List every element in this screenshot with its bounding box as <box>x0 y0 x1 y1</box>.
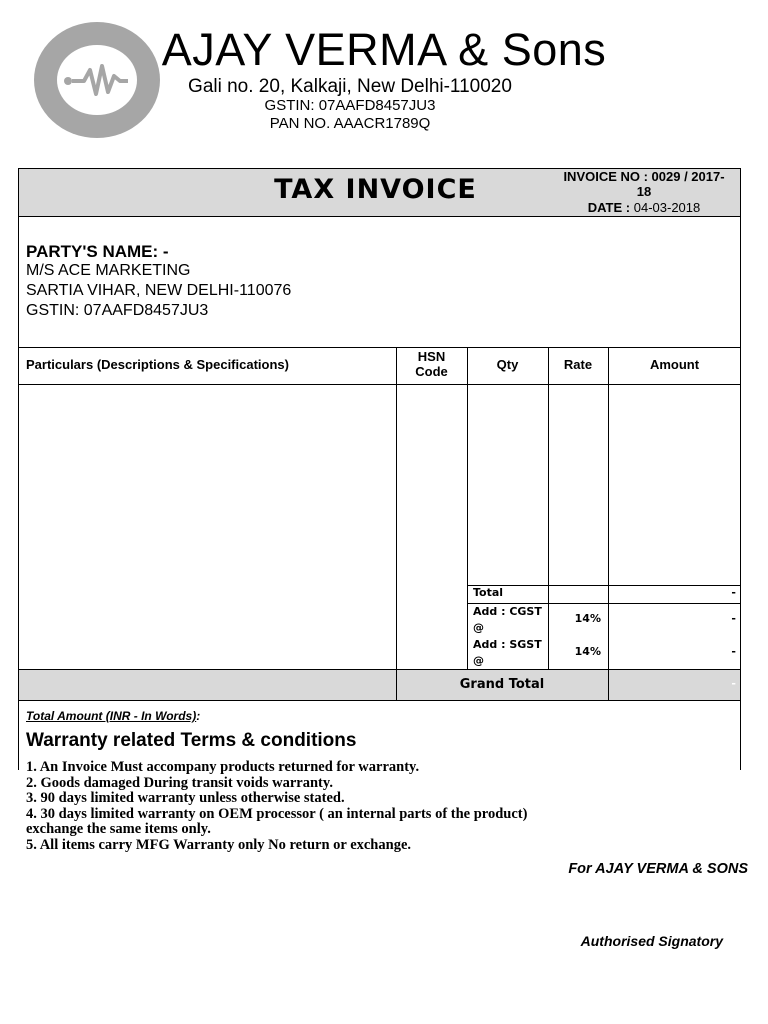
sgst-rate: 14% <box>574 645 601 658</box>
rule-table-top <box>19 347 741 348</box>
grand-total-value: - <box>731 677 736 690</box>
total-label: Total <box>473 586 504 599</box>
cgst-value: - <box>731 612 736 625</box>
rule-grand-bottom <box>19 700 741 701</box>
rule-title-bottom <box>19 216 741 217</box>
terms-title: Warranty related Terms & conditions <box>26 730 357 751</box>
term-item: 4. 30 days limited warranty on OEM processor ( an internal parts of the product) <box>26 805 528 822</box>
invoice-number <box>548 169 740 199</box>
authorised-signatory: Authorised Signatory <box>580 933 723 949</box>
terms-list <box>26 760 726 854</box>
term-item: 1. An Invoice Must accompany products returned for warranty. <box>26 759 420 775</box>
sgst-label-line2: @ <box>473 654 484 667</box>
cgst-label-line1: Add : CGST <box>473 605 542 618</box>
company-gstin: GSTIN: 07AAFD8457JU3 <box>264 97 436 114</box>
invoice-title: TAX INVOICE <box>274 174 477 205</box>
for-company: For AJAY VERMA & SONS <box>568 861 748 877</box>
rule-grand-top <box>19 669 741 670</box>
total-value: - <box>731 586 736 599</box>
term-item: 2. Goods damaged During transit voids warranty. <box>26 774 333 791</box>
header-qty: Qty <box>496 357 519 372</box>
party-gstin: GSTIN: 07AAFD8457JU3 <box>26 302 209 319</box>
cgst-label <box>473 604 542 636</box>
term-item: 5. All items carry MFG Warranty only No return or exchange. <box>26 836 412 853</box>
header-rate: Rate <box>563 357 593 372</box>
header-hsn-line1: HSN <box>417 349 446 364</box>
col-divider-qty <box>467 347 468 669</box>
cgst-label-line2: @ <box>473 621 484 634</box>
invoice-number-line2: 18 <box>636 184 652 199</box>
sgst-label-line1: Add : SGST <box>473 638 542 651</box>
invoice-date-label: DATE : <box>587 200 631 215</box>
company-address: Gali no. 20, Kalkaji, New Delhi-110020 <box>188 76 512 97</box>
company-pan: PAN NO. AAACR1789Q <box>269 115 431 132</box>
party-name: M/S ACE MARKETING <box>26 262 191 279</box>
company-name: AJAY VERMA & Sons <box>161 24 607 75</box>
header-hsn <box>396 349 467 379</box>
col-divider-hsn <box>396 347 397 700</box>
invoice-date-value: 04-03-2018 <box>633 200 701 215</box>
invoice-date <box>548 200 740 215</box>
col-divider-rate-upper <box>548 347 549 585</box>
grand-total-label: Grand Total <box>459 677 545 692</box>
party-label: PARTY'S NAME: - <box>26 242 169 261</box>
header-hsn-line2: Code <box>415 364 448 379</box>
term-item: exchange the same items only. <box>26 821 211 838</box>
total-in-words-label <box>26 709 200 723</box>
rule-header-bottom <box>19 384 741 385</box>
sgst-value: - <box>731 645 736 658</box>
term-item: 3. 90 days limited warranty unless otherwise stated. <box>26 790 345 807</box>
header-particulars: Particulars (Descriptions & Specifications) <box>26 357 289 372</box>
total-in-words-colon: : <box>196 709 201 723</box>
invoice-number-line1: INVOICE NO : 0029 / 2017- <box>563 169 725 184</box>
total-in-words-text: Total Amount (INR - In Words) <box>26 709 197 723</box>
party-address: SARTIA VIHAR, NEW DELHI-110076 <box>26 282 292 299</box>
sgst-label <box>473 637 542 669</box>
cgst-rate: 14% <box>574 612 601 625</box>
header-amount: Amount <box>649 357 700 372</box>
